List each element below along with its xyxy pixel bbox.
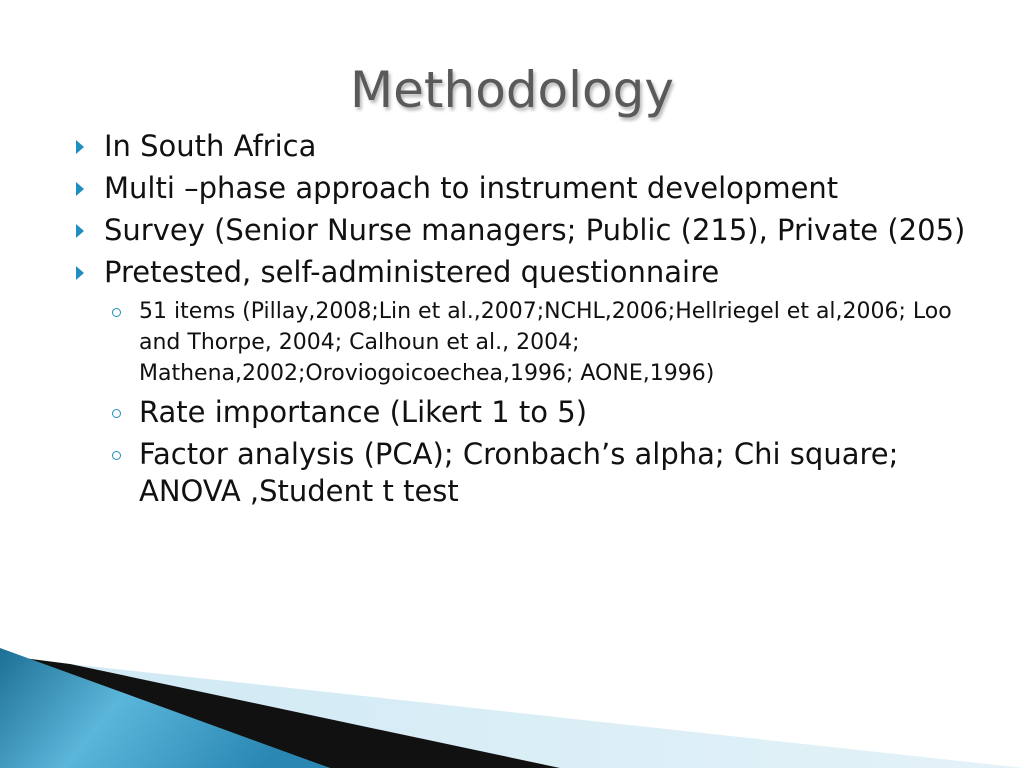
slide-title: Methodology: [350, 61, 674, 119]
bullet-text: Survey (Senior Nurse managers; Public (215), Private (205): [104, 213, 966, 247]
sub-bullet-text: Factor analysis (PCA); Cronbach’s alpha; Chi square; ANOVA ,Student t test: [139, 437, 899, 508]
bullet-text: In South Africa: [104, 129, 317, 163]
sub-bullet-text: 51 items (Pillay,2008;Lin et al.,2007;NCHL,2006;Hellriegel et al,2006; Loo and Thorpe, 2004; Calhoun et al., 2004; Mathena,2002;Oroviogoicoechea,1996; AONE,1996): [139, 299, 952, 386]
bullet-text: Multi –phase approach to instrument development: [104, 171, 839, 205]
sub-bullet-text: Rate importance (Likert 1 to 5): [139, 395, 588, 429]
bullet-text: Pretested, self-administered questionnaire: [104, 255, 720, 289]
